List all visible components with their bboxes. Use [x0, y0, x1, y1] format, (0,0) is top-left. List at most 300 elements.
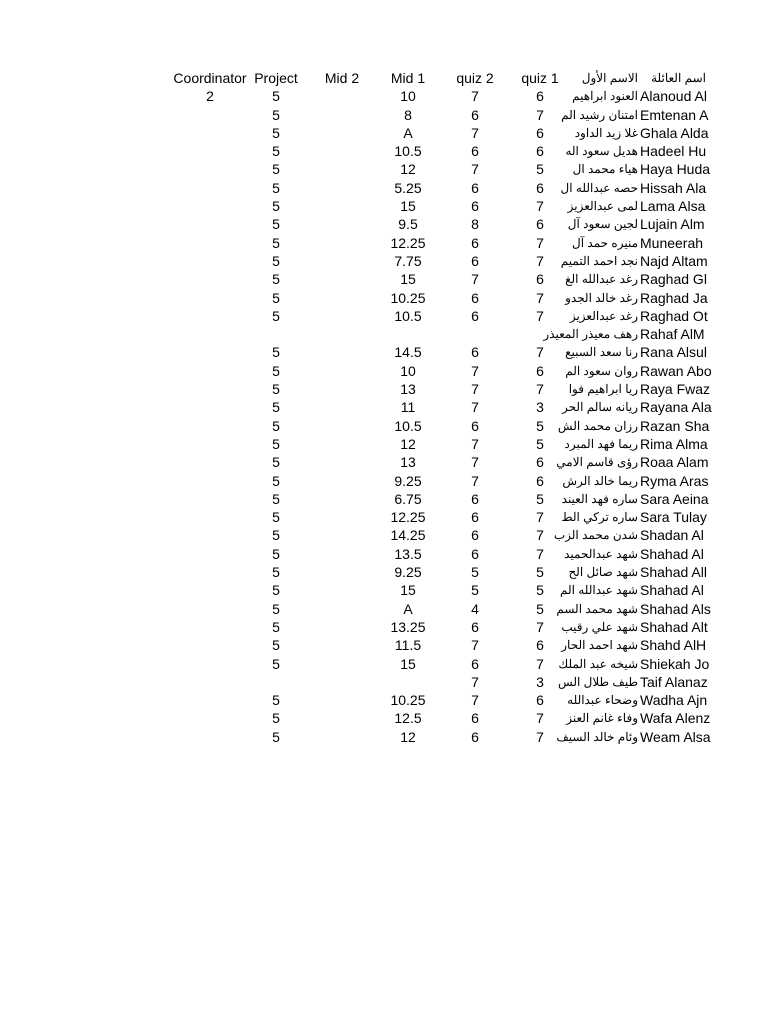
cell-student-name[interactable] — [561, 490, 709, 508]
cell-student-name[interactable] — [566, 289, 706, 307]
cell-quiz1[interactable]: 6 — [536, 124, 544, 141]
cell-quiz1[interactable]: 7 — [536, 252, 544, 269]
cell-student-name[interactable] — [561, 636, 707, 654]
cell-quiz2[interactable]: 6 — [471, 618, 479, 635]
cell-coordinator[interactable] — [170, 362, 250, 380]
student-name-english: Lama Alsa — [640, 198, 706, 215]
cell-mid1[interactable]: 12 — [400, 161, 416, 178]
cell-coordinator[interactable] — [170, 197, 250, 215]
cell-mid2[interactable] — [312, 709, 372, 727]
cell-student-name[interactable] — [566, 691, 706, 709]
cell-quiz2[interactable]: 7 — [471, 399, 479, 416]
table-row — [0, 545, 768, 563]
student-name-english: Hissah Ala — [640, 179, 707, 196]
cell-student-name[interactable] — [556, 728, 711, 746]
cell-student-name[interactable] — [566, 87, 706, 105]
cell-mid2[interactable] — [312, 289, 372, 307]
cell-quiz2[interactable] — [445, 325, 505, 343]
cell-quiz1[interactable]: 5 — [536, 490, 544, 507]
cell-mid2[interactable] — [312, 398, 372, 416]
cell-quiz2[interactable]: 6 — [471, 545, 479, 562]
cell-mid2[interactable] — [312, 362, 372, 380]
cell-mid2[interactable] — [312, 618, 372, 636]
header-quiz1: quiz 1 — [521, 70, 559, 86]
student-name-english: Ghala Alda — [640, 124, 709, 141]
student-name-english: Shahad Alt — [640, 618, 708, 635]
cell-project[interactable]: 5 — [272, 106, 280, 123]
cell-quiz1[interactable]: 7 — [536, 728, 544, 745]
student-name-english: Shiekah Jo — [640, 655, 710, 672]
table-row — [0, 197, 768, 215]
cell-quiz1[interactable]: 7 — [536, 307, 544, 324]
cell-project[interactable]: 5 — [272, 637, 280, 654]
cell-student-name[interactable] — [566, 435, 706, 453]
cell-mid1[interactable]: 13 — [400, 454, 416, 471]
student-name-arabic: وضحاء عبدالله — [567, 693, 638, 708]
cell-quiz2[interactable]: 7 — [471, 362, 479, 379]
cell-mid2[interactable] — [312, 453, 372, 471]
cell-quiz2[interactable]: 6 — [471, 106, 479, 123]
student-name-arabic: شهد احمد الحار — [561, 638, 638, 653]
cell-coordinator[interactable] — [170, 709, 250, 727]
cell-mid2[interactable] — [312, 691, 372, 709]
cell-coordinator[interactable] — [170, 563, 250, 581]
cell-project[interactable]: 5 — [272, 564, 280, 581]
cell-mid2[interactable] — [312, 600, 372, 618]
cell-mid1[interactable]: 15 — [400, 582, 416, 599]
student-name-arabic: رؤى قاسم الامي — [556, 455, 638, 470]
cell-student-name[interactable] — [566, 142, 706, 160]
cell-mid1[interactable]: 13 — [400, 381, 416, 398]
student-name-english: Sara Tulay — [640, 509, 707, 526]
cell-mid2[interactable] — [312, 325, 372, 343]
cell-coordinator[interactable] — [170, 728, 250, 746]
cell-project[interactable]: 5 — [272, 509, 280, 526]
header-mid2: Mid 2 — [324, 70, 360, 86]
cell-quiz1[interactable]: 6 — [536, 179, 544, 196]
cell-student-name[interactable] — [556, 453, 709, 471]
cell-mid2[interactable] — [312, 160, 372, 178]
cell-mid1[interactable]: 12 — [400, 435, 416, 452]
cell-mid2[interactable] — [312, 472, 372, 490]
student-name-english: Shahad Al — [640, 545, 704, 562]
cell-quiz2[interactable]: 6 — [471, 527, 479, 544]
cell-project[interactable]: 5 — [272, 399, 280, 416]
cell-quiz1[interactable]: 7 — [536, 198, 544, 215]
cell-mid1[interactable]: 14.25 — [390, 527, 426, 544]
cell-quiz1[interactable]: 5 — [536, 564, 544, 581]
cell-quiz2[interactable]: 7 — [471, 454, 479, 471]
cell-quiz2[interactable]: 7 — [471, 472, 479, 489]
cell-project[interactable]: 5 — [272, 216, 280, 233]
cell-quiz2[interactable]: 6 — [471, 289, 479, 306]
cell-project[interactable]: 5 — [272, 655, 280, 672]
cell-coordinator[interactable] — [170, 307, 250, 325]
cell-coordinator[interactable] — [170, 234, 250, 252]
cell-coordinator[interactable] — [170, 398, 250, 416]
student-name-arabic: شهد علي رقيب — [561, 619, 638, 634]
cell-student-name[interactable] — [561, 508, 707, 526]
student-name-english: Sara Aeina — [640, 490, 709, 507]
student-name-english: Shahad Als — [640, 600, 711, 617]
cell-mid1[interactable]: 8 — [404, 106, 412, 123]
cell-quiz2[interactable]: 6 — [471, 728, 479, 745]
cell-quiz2[interactable]: 4 — [471, 600, 479, 617]
cell-coordinator[interactable] — [170, 526, 250, 544]
cell-quiz1[interactable]: 6 — [536, 362, 544, 379]
cell-quiz2[interactable]: 6 — [471, 655, 479, 672]
cell-project[interactable]: 5 — [272, 490, 280, 507]
cell-quiz2[interactable]: 7 — [471, 692, 479, 709]
cell-quiz2[interactable]: 6 — [471, 509, 479, 526]
header-first-name: الاسم الأول — [581, 71, 638, 85]
student-name-english: Wadha Ajn — [640, 692, 708, 709]
cell-student-name[interactable] — [566, 709, 711, 727]
cell-coordinator[interactable] — [170, 343, 250, 361]
table-row — [0, 636, 768, 654]
cell-mid1[interactable]: 11.5 — [394, 637, 422, 654]
cell-project[interactable]: 5 — [272, 234, 280, 251]
cell-mid2[interactable] — [312, 343, 372, 361]
cell-quiz1[interactable]: 7 — [536, 234, 544, 251]
cell-mid1[interactable]: 9.25 — [394, 472, 422, 489]
cell-student-name[interactable] — [561, 106, 709, 124]
cell-mid2[interactable] — [312, 563, 372, 581]
cell-quiz1[interactable]: 5 — [536, 161, 544, 178]
cell-quiz2[interactable]: 6 — [471, 143, 479, 160]
cell-mid1[interactable]: 10.25 — [390, 289, 426, 306]
cell-quiz2[interactable]: 5 — [471, 582, 479, 599]
cell-mid1[interactable]: 15 — [400, 271, 416, 288]
cell-quiz1[interactable]: 7 — [536, 106, 544, 123]
cell-student-name[interactable] — [543, 325, 706, 343]
table-row — [0, 380, 768, 398]
table-row — [0, 179, 768, 197]
student-name-arabic: شهد عبدالحميد — [564, 546, 638, 561]
cell-student-name[interactable] — [565, 362, 712, 380]
cell-student-name[interactable] — [561, 618, 708, 636]
cell-project[interactable]: 5 — [272, 600, 280, 617]
cell-quiz2[interactable]: 6 — [471, 490, 479, 507]
cell-student-name[interactable] — [566, 160, 711, 178]
cell-student-name[interactable] — [556, 600, 711, 618]
cell-project[interactable]: 5 — [272, 161, 280, 178]
cell-student-name[interactable] — [566, 307, 706, 325]
cell-project[interactable]: 5 — [272, 252, 280, 269]
cell-quiz1[interactable]: 3 — [536, 673, 544, 690]
cell-mid1[interactable]: 12.25 — [390, 509, 426, 526]
cell-quiz2[interactable]: 7 — [471, 637, 479, 654]
cell-project[interactable]: 5 — [272, 198, 280, 215]
cell-project[interactable]: 5 — [272, 289, 280, 306]
student-name-arabic: طيف طلال الس — [558, 674, 638, 689]
cell-quiz1[interactable]: 6 — [536, 143, 544, 160]
cell-coordinator[interactable] — [170, 472, 250, 490]
cell-quiz2[interactable]: 5 — [471, 564, 479, 581]
cell-coordinator[interactable] — [170, 600, 250, 618]
cell-mid1[interactable] — [378, 673, 438, 691]
cell-mid2[interactable] — [312, 508, 372, 526]
cell-mid1[interactable]: 15 — [400, 198, 416, 215]
cell-mid1[interactable]: 11 — [400, 399, 416, 416]
cell-coordinator[interactable] — [170, 106, 250, 124]
cell-quiz2[interactable]: 6 — [471, 234, 479, 251]
student-name-english: Raghad Ot — [640, 307, 708, 324]
cell-coordinator[interactable] — [170, 252, 250, 270]
cell-coordinator[interactable] — [170, 124, 250, 142]
cell-project[interactable]: 5 — [272, 582, 280, 599]
cell-mid2[interactable] — [312, 655, 372, 673]
cell-coordinator[interactable] — [170, 453, 250, 471]
cell-quiz1[interactable]: 7 — [536, 545, 544, 562]
cell-student-name[interactable] — [566, 234, 706, 252]
cell-coordinator[interactable] — [170, 691, 250, 709]
cell-quiz1[interactable]: 7 — [536, 509, 544, 526]
cell-mid2[interactable] — [312, 435, 372, 453]
cell-quiz2[interactable]: 7 — [471, 271, 479, 288]
cell-coordinator[interactable] — [170, 142, 250, 160]
cell-mid2[interactable] — [312, 581, 372, 599]
cell-mid2[interactable] — [312, 307, 372, 325]
cell-project[interactable] — [252, 673, 300, 691]
cell-quiz1[interactable]: 6 — [536, 271, 544, 288]
cell-project[interactable]: 5 — [272, 618, 280, 635]
cell-mid1[interactable]: 10 — [400, 362, 416, 379]
cell-mid1[interactable]: 12.5 — [394, 710, 422, 727]
cell-student-name[interactable] — [566, 197, 706, 215]
cell-project[interactable]: 5 — [272, 307, 280, 324]
student-name-english: Roaa Alam — [640, 454, 709, 471]
cell-quiz1[interactable]: 7 — [536, 381, 544, 398]
student-name-english: Rahaf AlM — [640, 326, 705, 343]
cell-mid1[interactable]: 10.5 — [394, 143, 422, 160]
cell-student-name[interactable] — [560, 179, 707, 197]
cell-quiz2[interactable]: 6 — [471, 344, 479, 361]
cell-coordinator[interactable] — [170, 417, 250, 435]
cell-mid2[interactable] — [312, 380, 372, 398]
cell-coordinator[interactable] — [170, 289, 250, 307]
cell-project[interactable]: 5 — [272, 545, 280, 562]
cell-project[interactable]: 5 — [272, 728, 280, 745]
cell-quiz1[interactable]: 3 — [536, 399, 544, 416]
cell-student-name[interactable] — [553, 526, 706, 544]
header-project: Project — [254, 70, 298, 86]
cell-mid2[interactable] — [312, 106, 372, 124]
cell-quiz1[interactable]: 6 — [536, 88, 544, 105]
cell-quiz1[interactable]: 6 — [536, 216, 544, 233]
cell-student-name[interactable] — [558, 655, 710, 673]
cell-coordinator[interactable] — [170, 618, 250, 636]
table-row — [0, 655, 768, 673]
cell-quiz1[interactable]: 7 — [536, 289, 544, 306]
cell-mid1[interactable]: 10.5 — [394, 417, 422, 434]
student-name-arabic: شدن محمد الزب — [553, 528, 638, 543]
cell-quiz2[interactable]: 6 — [471, 252, 479, 269]
cell-mid2[interactable] — [312, 545, 372, 563]
table-row — [0, 234, 768, 252]
student-name-arabic: شهد محمد السم — [556, 601, 638, 616]
cell-mid2[interactable] — [312, 197, 372, 215]
cell-quiz1[interactable]: 7 — [536, 618, 544, 635]
cell-coordinator[interactable] — [170, 435, 250, 453]
student-name-arabic: غلا زيد الداود — [574, 125, 638, 140]
cell-mid2[interactable] — [312, 636, 372, 654]
cell-quiz1[interactable]: 5 — [536, 417, 544, 434]
cell-mid2[interactable] — [312, 87, 372, 105]
cell-mid1[interactable]: 5.25 — [394, 179, 422, 196]
cell-coordinator[interactable] — [170, 673, 250, 691]
student-name-english: Raya Fwaz — [640, 381, 711, 398]
cell-project[interactable]: 5 — [272, 143, 280, 160]
cell-mid2[interactable] — [312, 252, 372, 270]
cell-mid2[interactable] — [312, 270, 372, 288]
cell-project[interactable]: 5 — [272, 692, 280, 709]
cell-coordinator[interactable] — [170, 636, 250, 654]
cell-student-name[interactable] — [559, 581, 706, 599]
cell-quiz2[interactable]: 7 — [471, 673, 479, 690]
cell-coordinator[interactable] — [170, 160, 250, 178]
cell-project[interactable]: 5 — [272, 417, 280, 434]
cell-project[interactable]: 5 — [272, 381, 280, 398]
cell-student-name[interactable] — [562, 398, 712, 416]
cell-quiz1[interactable]: 6 — [536, 454, 544, 471]
cell-student-name[interactable] — [566, 270, 706, 288]
cell-coordinator[interactable] — [170, 325, 250, 343]
table-row — [0, 709, 768, 727]
table-row — [0, 307, 768, 325]
cell-quiz1[interactable]: 6 — [536, 472, 544, 489]
cell-mid1[interactable]: 10 — [400, 88, 416, 105]
cell-mid2[interactable] — [312, 215, 372, 233]
cell-mid1[interactable]: 10.25 — [390, 692, 426, 709]
cell-project[interactable] — [252, 325, 300, 343]
student-name-arabic: روان سعود الم — [565, 363, 638, 378]
cell-quiz1[interactable]: 7 — [536, 344, 544, 361]
student-name-arabic: هديل سعود اله — [565, 144, 638, 159]
cell-student-name[interactable] — [566, 545, 706, 563]
cell-coordinator[interactable] — [170, 215, 250, 233]
cell-student-name[interactable] — [558, 673, 708, 691]
cell-quiz2[interactable]: 7 — [471, 161, 479, 178]
cell-quiz2[interactable]: 7 — [471, 435, 479, 452]
cell-project[interactable]: 5 — [272, 124, 280, 141]
table-row — [0, 160, 768, 178]
cell-quiz1[interactable]: 7 — [536, 655, 544, 672]
cell-quiz2[interactable]: 8 — [471, 216, 479, 233]
cell-mid1[interactable]: 12 — [400, 728, 416, 745]
cell-project[interactable]: 5 — [272, 710, 280, 727]
cell-mid1[interactable]: 14.5 — [394, 344, 422, 361]
cell-quiz1[interactable]: 7 — [536, 710, 544, 727]
rows-container — [0, 87, 768, 746]
cell-coordinator[interactable] — [170, 655, 250, 673]
cell-quiz2[interactable]: 6 — [471, 198, 479, 215]
cell-project[interactable]: 5 — [272, 344, 280, 361]
cell-mid1[interactable]: 13.5 — [394, 545, 422, 562]
cell-quiz2[interactable]: 6 — [471, 417, 479, 434]
cell-mid2[interactable] — [312, 179, 372, 197]
table-row — [0, 472, 768, 490]
cell-student-name[interactable] — [557, 417, 710, 435]
cell-project[interactable]: 5 — [272, 271, 280, 288]
cell-project[interactable]: 5 — [272, 435, 280, 452]
cell-project[interactable]: 5 — [272, 472, 280, 489]
cell-quiz2[interactable]: 7 — [471, 124, 479, 141]
cell-coordinator[interactable]: 2 — [206, 88, 214, 105]
cell-mid1[interactable]: A — [403, 124, 413, 141]
cell-coordinator[interactable] — [170, 380, 250, 398]
cell-student-name[interactable] — [566, 380, 711, 398]
student-name-english: Emtenan A — [640, 106, 709, 123]
cell-project[interactable]: 5 — [272, 362, 280, 379]
cell-student-name[interactable] — [566, 343, 706, 361]
table-row — [0, 343, 768, 361]
cell-mid2[interactable] — [312, 417, 372, 435]
cell-project[interactable]: 5 — [272, 88, 280, 105]
cell-quiz1[interactable]: 6 — [536, 692, 544, 709]
cell-quiz1[interactable]: 6 — [536, 637, 544, 654]
cell-project[interactable]: 5 — [272, 454, 280, 471]
cell-quiz2[interactable]: 7 — [471, 88, 479, 105]
cell-mid2[interactable] — [312, 728, 372, 746]
cell-mid2[interactable] — [312, 490, 372, 508]
table-row — [0, 453, 768, 471]
cell-coordinator[interactable] — [170, 270, 250, 288]
cell-quiz1[interactable]: 5 — [536, 435, 544, 452]
cell-mid1[interactable]: 15 — [400, 655, 416, 672]
cell-mid1[interactable]: A — [403, 600, 413, 617]
cell-quiz2[interactable]: 6 — [471, 179, 479, 196]
cell-mid1[interactable]: 6.75 — [394, 490, 422, 507]
student-name-english: Rayana Ala — [640, 399, 712, 416]
cell-mid1[interactable]: 7.75 — [394, 252, 422, 269]
cell-student-name[interactable] — [566, 124, 709, 142]
cell-student-name[interactable] — [560, 252, 708, 270]
cell-coordinator[interactable] — [170, 179, 250, 197]
cell-quiz1[interactable]: 5 — [536, 582, 544, 599]
cell-mid1[interactable] — [378, 325, 438, 343]
cell-mid1[interactable]: 10.5 — [394, 307, 422, 324]
cell-student-name[interactable] — [566, 563, 706, 581]
cell-mid2[interactable] — [312, 673, 372, 691]
cell-quiz2[interactable]: 6 — [471, 710, 479, 727]
cell-mid1[interactable]: 12.25 — [390, 234, 426, 251]
cell-quiz2[interactable]: 7 — [471, 381, 479, 398]
cell-coordinator[interactable] — [170, 545, 250, 563]
cell-quiz1[interactable]: 7 — [536, 527, 544, 544]
cell-coordinator[interactable] — [170, 490, 250, 508]
cell-mid2[interactable] — [312, 124, 372, 142]
cell-mid1[interactable]: 13.25 — [390, 618, 426, 635]
cell-mid1[interactable]: 9.25 — [394, 564, 422, 581]
cell-mid2[interactable] — [312, 526, 372, 544]
cell-mid2[interactable] — [312, 142, 372, 160]
student-name-arabic: شهد صائل الح — [568, 565, 638, 580]
cell-quiz2[interactable]: 6 — [471, 307, 479, 324]
table-row — [0, 563, 768, 581]
cell-student-name[interactable] — [562, 472, 709, 490]
student-name-english: Shahad All — [640, 564, 707, 581]
cell-mid2[interactable] — [312, 234, 372, 252]
cell-coordinator[interactable] — [170, 508, 250, 526]
cell-project[interactable]: 5 — [272, 179, 280, 196]
cell-coordinator[interactable] — [170, 581, 250, 599]
cell-student-name[interactable] — [566, 215, 706, 233]
cell-project[interactable]: 5 — [272, 527, 280, 544]
student-name-arabic: حصه عبدالله ال — [560, 180, 638, 195]
cell-quiz1[interactable]: 5 — [536, 600, 544, 617]
cell-mid1[interactable]: 9.5 — [398, 216, 418, 233]
